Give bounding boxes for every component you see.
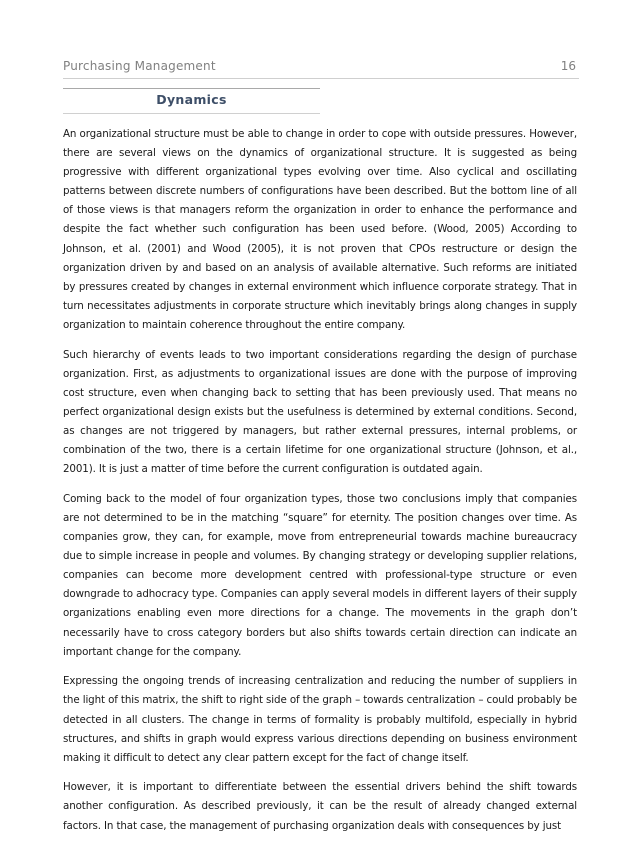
body-text — [63, 125, 577, 846]
page-number: 16 — [560, 59, 576, 73]
paragraph-4: Expressing the ongoing trends of increasing centralization and reducing the number of suppliers in the light of this matrix, the shift to right side of the graph – towards centralization – could probably be detected in all clusters. The change in terms of formality is probably multifold, especially in hybrid structures, and shifts in graph would express various directions depending on business environment making it difficult to detect any clear pattern except for the fact of change itself. — [63, 675, 577, 764]
section-rule-top — [63, 88, 320, 89]
section-heading: Dynamics — [156, 92, 227, 107]
section-rule-bottom — [63, 113, 320, 114]
header-title: Purchasing Management — [63, 59, 216, 73]
page-header — [63, 58, 579, 79]
paragraph-5: However, it is important to differentiate between the essential drivers behind the shift towards another configuration. As described previously, it can be the result of already changed external factors. In that case, the management of purchasing organization deals with consequences by just — [63, 781, 577, 832]
paragraph-1: An organizational structure must be able to change in order to cope with outside pressures. However, there are several views on the dynamics of organizational structure. It is suggested as being progressive with different organizational types evolving over time. Also cyclical and oscillating patterns between discrete numbers of configurations have been described. But the bottom line of all of those views is that managers reform the organization in order to enhance the performance and despite the fact whether such configuration has been used before. (Wood, 2005) According to Johnson, et al. (2001) and Wood (2005), it is not proven that CPOs restructure or design the organization driven by and based on an analysis of available alternative. Such reforms are initiated by pressures created by changes in external environment which influence corporate strategy. That in turn necessitates adjustments in corporate structure which inevitably brings along changes in supply organization to maintain coherence throughout the entire company. — [63, 128, 577, 331]
paragraph-3: Coming back to the model of four organization types, those two conclusions imply that companies are not determined to be in the matching “square” for eternity. The position changes over time. As companies grow, they can, for example, move from entrepreneurial towards machine bureaucracy due to simple increase in people and volumes. By changing strategy or developing supplier relations, companies can become more development centred with professional-type structure or even downgrade to adhocracy type. Companies can apply several models in different layers of their supply organizations enabling even more directions for a change. The movements in the graph don’t necessarily have to cross category borders but also shifts towards certain direction can indicate an important change for the company. — [63, 492, 577, 658]
paragraph-2: Such hierarchy of events leads to two important considerations regarding the design of purchase organization. First, as adjustments to organizational issues are done with the purpose of improving cost structure, even when changing back to setting that has been previously used. That means no perfect organizational design exists but the usefulness is determined by external conditions. Second, as changes are not triggered by managers, but rather external pressures, internal problems, or combination of the two, there is a certain lifetime for one organizational structure (Johnson, et al., 2001). It is just a matter of time before the current configuration is outdated again. — [63, 348, 577, 476]
